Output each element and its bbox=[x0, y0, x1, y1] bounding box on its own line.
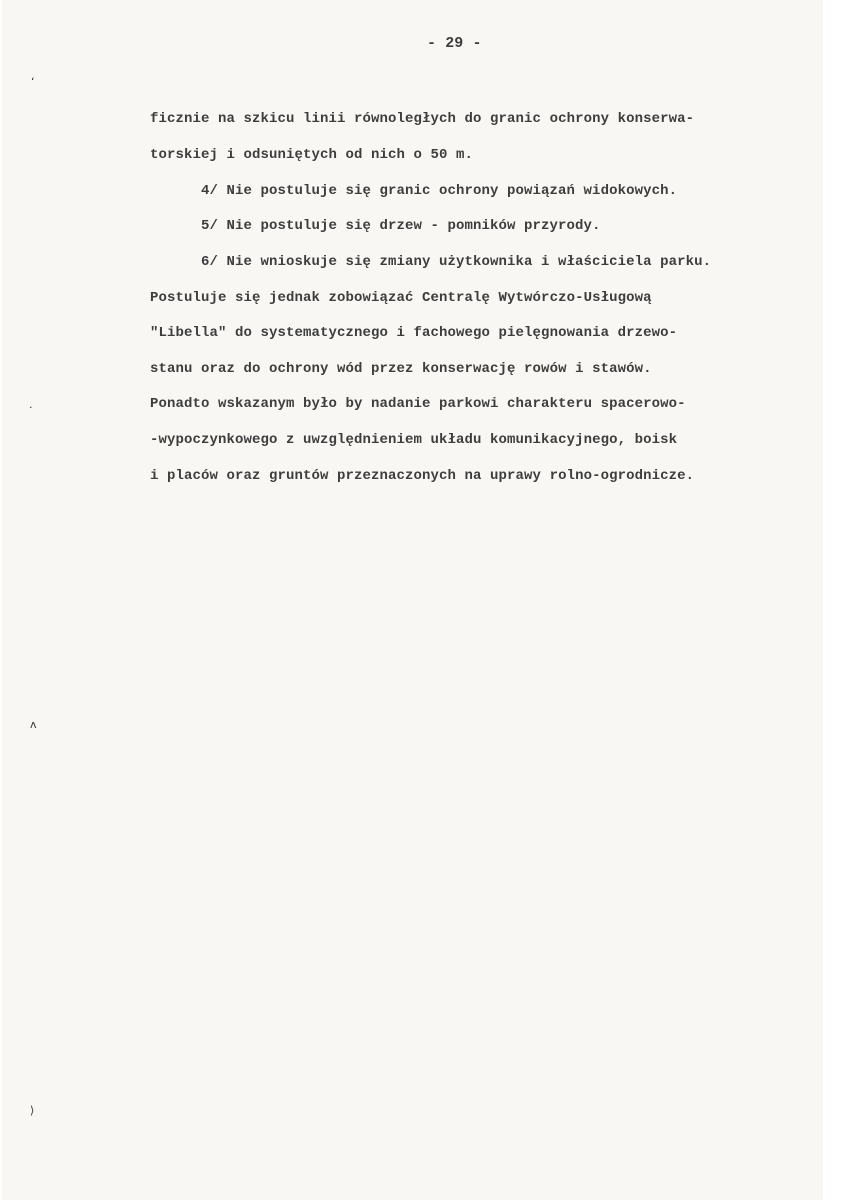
text-line-6: Postuluje się jednak zobowiązać Centralę Wytwórczo-Usługową bbox=[150, 290, 652, 306]
text-line-5: 6/ Nie wnioskuje się zmiany użytkownika i właściciela parku. bbox=[201, 254, 712, 270]
document-page bbox=[2, 0, 835, 1200]
page-edge bbox=[823, 0, 835, 1200]
text-line-9: Ponadto wskazanym było by nadanie parkowi charakteru spacerowo- bbox=[150, 396, 686, 412]
text-line-11: i placów oraz gruntów przeznaczonych na uprawy rolno-ogrodnicze. bbox=[150, 468, 695, 484]
text-line-3: 4/ Nie postuluje się granic ochrony powiązań widokowych. bbox=[201, 183, 678, 199]
text-line-1: ficznie na szkicu linii równoległych do granic ochrony konserwa- bbox=[150, 111, 695, 127]
page-number: - 29 - bbox=[427, 35, 482, 52]
text-line-7: "Libella" do systematycznego i fachowego pielęgnowania drzewo- bbox=[150, 325, 678, 341]
text-line-4: 5/ Nie postuluje się drzew - pomników przyrody. bbox=[201, 218, 601, 234]
punch-mark: ʻ bbox=[31, 75, 35, 88]
text-line-10: -wypoczynkowego z uwzględnieniem układu komunikacyjnego, boisk bbox=[150, 432, 678, 448]
punch-mark: · bbox=[29, 401, 33, 414]
text-line-2: torskiej i odsuniętych od nich o 50 m. bbox=[150, 147, 474, 163]
text-line-8: stanu oraz do ochrony wód przez konserwację rowów i stawów. bbox=[150, 361, 652, 377]
punch-mark: ʌ bbox=[30, 718, 37, 731]
punch-mark: ⟩ bbox=[30, 1104, 35, 1117]
